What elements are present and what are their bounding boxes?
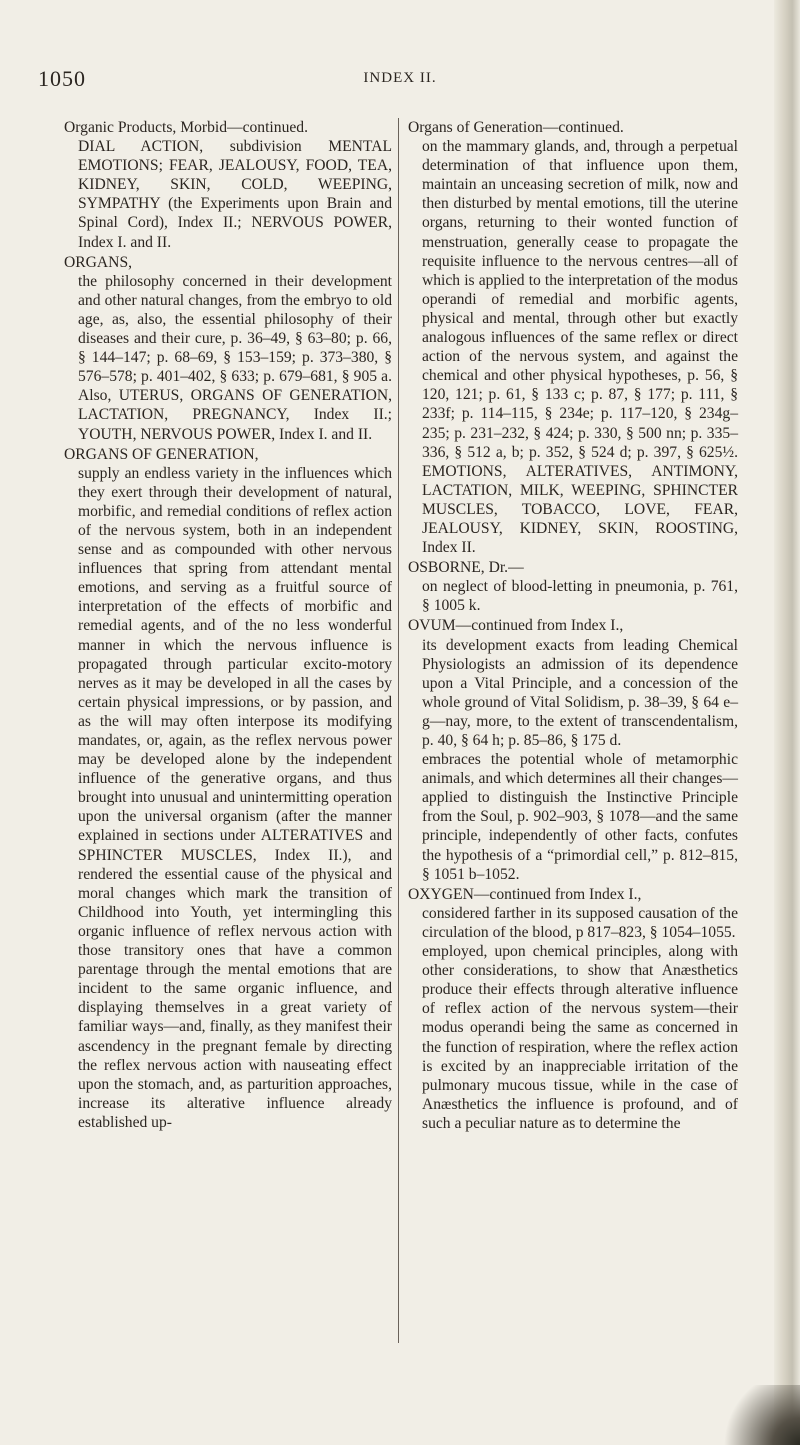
index-entry-organs-of-generation-continued [408, 118, 738, 557]
entry-heading: ORGANS OF GENERATION, [64, 445, 259, 463]
index-entry-organs-of-generation [64, 445, 392, 1132]
column-divider [398, 118, 399, 1343]
entry-body: the philosophy concerned in their development and other natural changes, from the embryo to old age, as, also, the essential philosophy of their diseases and their cure, p. 36–49, § 63–80; p. 66, § 144–147; p. 68–69, § 153–159; p. 373–380, § 576–578; p. 401–402, § 633; p. 679–681, § 905 a. Also, UTERUS, ORGANS OF GENERATION, LACTATION, PREGNANCY, Index II.; YOUTH, NERVOUS POWER, Index I. and II. [78, 272, 392, 443]
page-header [0, 66, 800, 98]
running-head: INDEX II. [363, 70, 437, 86]
entry-body: DIAL ACTION, subdivision MENTAL EMOTIONS; FEAR, JEALOUSY, FOOD, TEA, KIDNEY, SKIN, COLD, WEEPING, SYMPATHY (the Experiments upon Brain and Spinal Cord), Index II.; NERVOUS POWER, Index I. and II. [78, 138, 392, 251]
left-column [64, 118, 392, 1133]
entry-heading: OVUM—continued from Index I., [408, 617, 624, 635]
entry-body: on neglect of blood-letting in pneumonia, p. 761, § 1005 k. [422, 578, 738, 615]
index-entry-osborne [408, 558, 738, 615]
entry-heading: OSBORNE, Dr.— [408, 559, 524, 577]
entry-heading: OXYGEN—continued from Index I., [408, 885, 642, 903]
index-entry-organs [64, 253, 392, 444]
right-column [408, 118, 738, 1134]
entry-body: embraces the potential whole of metamorphic animals, and which determines all their changes—applied to distinguish the Instinctive Principle from the Soul, p. 902–903, § 1078—and the same principle, independently of other facts, confutes the hypothesis of a “primordial cell,” p. 812–815, § 1051 b–1052. [422, 751, 738, 883]
index-entry-oxygen [408, 885, 738, 1133]
entry-body: considered farther in its supposed causation of the circulation of the blood, p 817–823, § 1054–1055. [422, 904, 738, 941]
entry-body: employed, upon chemical principles, along with other considerations, to show that Anæsthetics produce their effects through alterative influence of reflex action of the nervous system—their modus operandi being the same as concerned in the function of respiration, where the reflex action is excited by an inappreciable irritation of the pulmonary mucous tissue, while in the case of Anæsthetics the influence is profound, and of such a peculiar nature as to determine the [422, 943, 738, 1132]
entry-heading: Organic Products, Morbid—continued. [64, 119, 308, 136]
page-corner-shadow [710, 1385, 800, 1445]
entry-body: supply an endless variety in the influences which they exert through their development of natural, morbific, and remedial conditions of reflex action of the nervous system, both in an independent sense and as compounded with other nervous influences that spring from attendant mental emotions, and serving as a fruitful source of interpretation of the effects of morbific and remedial agents, and of the no less wonderful manner in which the nervous influence is propagated through particular excito-motory nerves as it may be developed in all the cases by certain physical impressions, or by passion, and as the will may often interpose its modifying mandates, or, again, as the reflex nervous power may be developed alone by the independent influence of the generative organs, and thus brought into unusual and unintermitting operation upon the universal organism (after the manner explained in sections under ALTERATIVES and SPHINCTER MUSCLES, Index II.), and rendered the essential cause of the physical and moral changes which mark the transition of Childhood into Youth, yet intermingling this organic influence of reflex nervous action with those transitory ones that have a common parentage through the mental emotions that are incident to the same organic influence, and displaying themselves in a great variety of familiar ways—and, finally, as they manifest their ascendency in the pregnant female by directing the reflex nervous action with nauseating effect upon the stomach, and, as parturition approaches, increase its alterative influence already established up- [78, 464, 392, 1131]
entry-body: its development exacts from leading Chemical Physiologists an admission of its dependence upon a Vital Principle, and a concession of the whole ground of Vital Solidism, p. 38–39, § 64 e–g—nay, more, to the extent of transcendentalism, p. 40, § 64 h; p. 85–86, § 175 d. [422, 636, 738, 749]
index-entry-organic-products [64, 118, 392, 252]
index-entry-ovum [408, 616, 738, 883]
entry-heading: ORGANS, [64, 253, 133, 271]
page-number: 1050 [38, 66, 86, 91]
page-edge [774, 0, 800, 1445]
entry-body: on the mammary glands, and, through a perpetual determination of that influence upon them, maintain an unceasing secretion of milk, now and then disturbed by mental emotions, till the uterine organs, returning to their wonted function of menstruation, generally cease to propagate the requisite influence to the nervous centres—all of which is applied to the interpretation of the modus operandi of remedial and morbific agents, physical and mental, through other but exactly analogous influences of the same reflex or direct action of the nervous system, and against the chemical and other physical hypotheses, p. 56, § 120, 121; p. 61, § 133 c; p. 87, § 177; p. 111, § 233f; p. 114–115, § 234e; p. 117–120, § 234g–235; p. 231–232, § 424; p. 330, § 500 nn; p. 335–336, § 512 a, b; p. 352, § 524 d; p. 397, § 625½. EMOTIONS, ALTERATIVES, ANTIMONY, LACTATION, MILK, WEEPING, SPHINCTER MUSCLES, TOBACCO, LOVE, FEAR, JEALOUSY, KIDNEY, SKIN, ROOSTING, Index II. [422, 138, 738, 557]
entry-heading: Organs of Generation—continued. [408, 119, 624, 136]
